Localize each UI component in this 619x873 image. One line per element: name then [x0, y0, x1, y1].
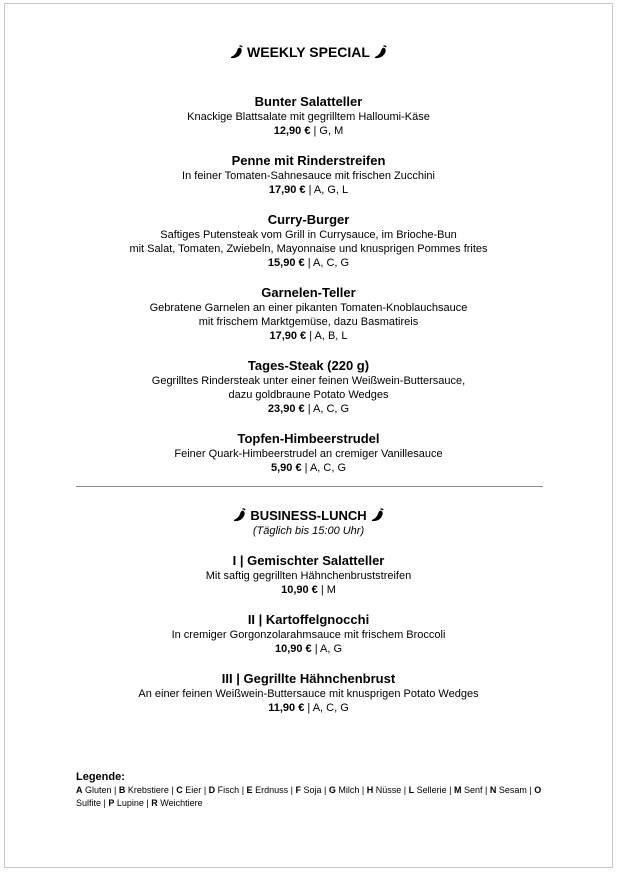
weekly-special-label: WEEKLY SPECIAL — [247, 44, 370, 60]
item-price-line — [5, 461, 612, 475]
menu-item — [5, 153, 612, 197]
item-description: mit frischem Marktgemüse, dazu Basmatireis — [198, 316, 419, 328]
menu-page — [4, 3, 613, 868]
legend-entry: B Krebstiere — [118, 785, 169, 795]
legend-entry: F Soja — [295, 785, 322, 795]
legend-entry: G Milch — [328, 785, 360, 795]
item-description: Knackige Blattsalate mit gegrilltem Halloumi-Käse — [187, 111, 430, 123]
item-price: 10,90 € — [281, 584, 318, 596]
business-lunch-title — [5, 507, 612, 525]
item-price-line — [5, 402, 612, 416]
item-price: 17,90 € — [269, 330, 307, 342]
item-price: 23,90 € — [267, 403, 305, 415]
menu-item — [5, 358, 612, 416]
menu-item — [5, 612, 612, 656]
item-price: 12,90 € — [273, 125, 311, 137]
allergen-legend — [76, 770, 546, 810]
weekly-special-title — [5, 43, 612, 61]
legend-entry: R Weichtiere — [151, 798, 203, 808]
item-allergens: | A, G, L — [308, 184, 349, 196]
item-price-line — [5, 124, 612, 138]
menu-item — [5, 285, 612, 343]
legend-entry: O Sulfite — [76, 785, 542, 808]
item-name: Bunter Salatteller — [254, 94, 363, 109]
item-description: In feiner Tomaten-Sahnesauce mit frischen Zucchini — [182, 170, 435, 182]
item-price-line — [5, 642, 612, 656]
item-description: Gegrilltes Rindersteak unter einer feinen Weißwein-Buttersauce, — [151, 375, 466, 387]
item-description: Feiner Quark-Himbeerstrudel an cremiger Vanillesauce — [174, 448, 443, 460]
legend-entry: N Sesam — [489, 785, 527, 795]
item-description: Gebratene Garnelen an einer pikanten Tomaten-Knoblauchsauce — [149, 302, 468, 314]
item-name: Curry-Burger — [267, 212, 350, 227]
section-divider — [76, 486, 543, 487]
item-price: 5,90 € — [270, 462, 302, 474]
menu-item — [5, 431, 612, 475]
chili-pepper-icon — [371, 508, 384, 522]
item-price-line — [5, 329, 612, 343]
menu-item — [5, 212, 612, 270]
item-description: In cremiger Gorgonzolarahmsauce mit frischem Broccoli — [171, 629, 446, 641]
item-description: mit Salat, Tomaten, Zwiebeln, Mayonnaise und knusprigen Pommes frites — [129, 243, 488, 255]
item-name: III | Gegrillte Hähnchenbrust — [221, 671, 396, 686]
business-lunch-label: BUSINESS-LUNCH — [250, 508, 367, 523]
legend-entries: A Gluten | B Krebstiere | C Eier | D Fisch | E Erdnuss | F Soja | G Milch | H Nüsse | L Sellerie | M Senf | N Sesam | O Sulfite | P Lupine | R Weichtiere — [76, 785, 542, 808]
legend-entry: H Nüsse — [366, 785, 402, 795]
legend-entry: E Erdnuss — [246, 785, 289, 795]
legend-entry: L Sellerie — [408, 785, 447, 795]
item-price-line — [5, 183, 612, 197]
item-allergens: | A, B, L — [309, 330, 348, 342]
item-allergens: | A, C, G — [307, 702, 349, 714]
item-name: I | Gemischter Salatteller — [232, 553, 385, 568]
item-price: 10,90 € — [274, 643, 312, 655]
item-name: Garnelen-Teller — [261, 285, 356, 300]
chili-pepper-icon — [233, 508, 246, 522]
item-price: 15,90 € — [267, 257, 305, 269]
item-description: Saftiges Putensteak vom Grill in Currysauce, im Brioche-Bun — [160, 229, 457, 241]
item-allergens: | G, M — [313, 125, 344, 137]
item-allergens: | A, C, G — [307, 257, 350, 269]
legend-entry: C Eier — [176, 785, 202, 795]
legend-title: Legende: — [76, 771, 125, 783]
item-price-line — [5, 256, 612, 270]
legend-entry: M Senf — [453, 785, 483, 795]
item-name: Penne mit Rinderstreifen — [231, 153, 386, 168]
item-price-line — [5, 583, 612, 597]
item-name: Topfen-Himbeerstrudel — [237, 431, 380, 446]
item-allergens: | M — [320, 584, 336, 596]
legend-entry: A Gluten — [76, 785, 112, 795]
chili-pepper-icon — [374, 45, 387, 59]
item-name: Tages-Steak (220 g) — [247, 358, 370, 373]
item-price-line — [5, 701, 612, 715]
chili-pepper-icon — [230, 45, 243, 59]
legend-entry: P Lupine — [108, 798, 144, 808]
item-allergens: | A, C, G — [307, 403, 350, 415]
item-price: 11,90 € — [268, 702, 305, 714]
item-name: II | Kartoffelgnocchi — [247, 612, 370, 627]
item-description: An einer feinen Weißwein-Buttersauce mit knusprigen Potato Wedges — [138, 688, 479, 700]
item-price: 17,90 € — [268, 184, 306, 196]
item-description: dazu goldbraune Potato Wedges — [228, 389, 389, 401]
item-allergens: | A, G — [314, 643, 343, 655]
menu-item — [5, 671, 612, 715]
item-description: Mit saftig gegrillten Hähnchenbruststreifen — [205, 570, 412, 582]
menu-item — [5, 553, 612, 597]
menu-item — [5, 94, 612, 138]
item-allergens: | A, C, G — [304, 462, 347, 474]
legend-entry: D Fisch — [208, 785, 240, 795]
business-lunch-hours: (Täglich bis 15:00 Uhr) — [252, 525, 365, 537]
